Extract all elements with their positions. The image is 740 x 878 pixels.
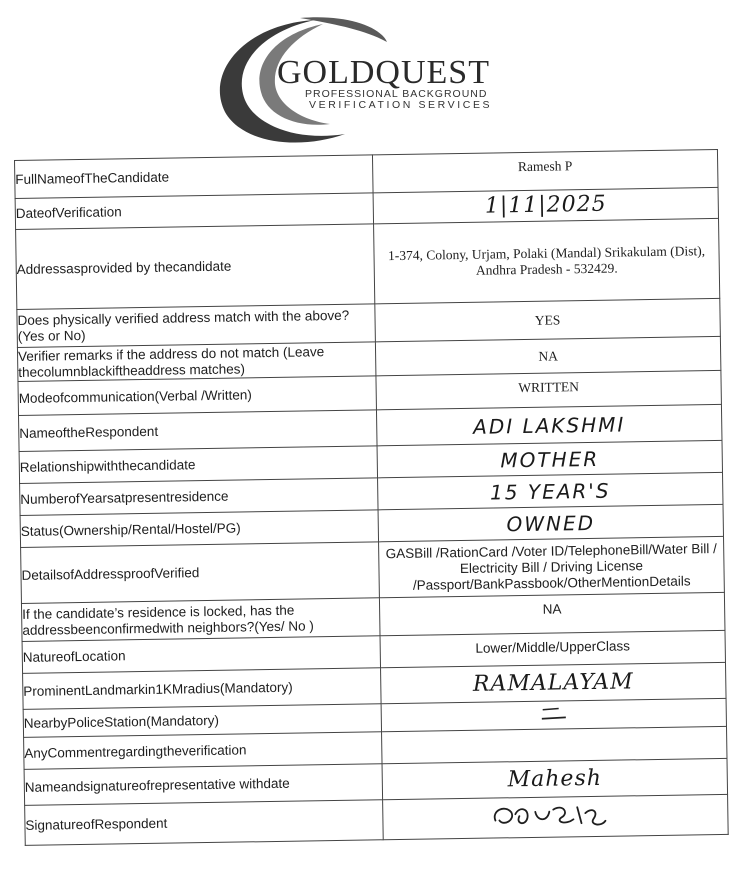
row-label: Status(Ownership/Rental/Hostel/PG) [20, 510, 378, 548]
police-station-dash-mark [539, 703, 569, 723]
landmark-value: RAMALAYAM [381, 662, 727, 703]
row-label: Relationshipwiththecandidate [19, 446, 377, 484]
row-label: NameoftheRespondent [19, 410, 378, 452]
row-label: DateofVerification [15, 193, 373, 230]
row-label: If the candidate’s residence is locked, has the addressbeenconfirmedwith neighbors?(Yes/ No ) [21, 598, 380, 642]
row-label: Does physically verified address match with the above?(Yes or No) [17, 304, 376, 348]
neighbors-confirmation-value: NA [379, 592, 725, 635]
row-label: NatureofLocation [22, 636, 380, 674]
goldquest-logo [205, 12, 515, 147]
logo-wordmark: GOLDQUEST [277, 54, 490, 91]
respondent-signature-icon [485, 798, 625, 832]
respondent-name-value: ADI LAKSHMI [376, 404, 722, 445]
nature-of-location-value: Lower/Middle/UpperClass [380, 630, 725, 667]
row-label: NearbyPoliceStation(Mandatory) [23, 704, 381, 738]
logo-tagline-line1: PROFESSIONAL BACKGROUND [305, 88, 488, 100]
row-label: Verifier remarks if the address do not match (Leave thecolumnblackiftheaddress matches) [17, 342, 375, 382]
representative-signature-value: Mahesh [382, 758, 728, 799]
comment-value [382, 726, 727, 763]
table-row [16, 218, 720, 309]
address-proof-value: GASBill /RationCard /Voter ID/TelephoneBill/Water Bill / Electricity Bill / Driving License /Passport/BankPassbook/OtherMentionDetails [379, 536, 725, 597]
communication-mode-value: WRITTEN [376, 370, 721, 409]
row-label: ProminentLandmarkin1KMradius(Mandatory) [23, 668, 382, 710]
status-value: OWNED [378, 504, 723, 541]
respondent-signature-value [383, 794, 729, 839]
row-label: SignatureofRespondent [25, 800, 384, 846]
row-label: Addressasprovided by thecandidate [16, 224, 375, 310]
logo-tagline [305, 89, 515, 111]
verifier-remarks-value: NA [375, 336, 720, 375]
years-at-residence-value: 15 YEAR'S [378, 472, 723, 509]
address-match-value: YES [375, 298, 721, 341]
verification-table [14, 149, 729, 846]
row-label: NumberofYearsatpresentresidence [20, 478, 378, 516]
relationship-value: MOTHER [377, 440, 722, 477]
candidate-name-value: Ramesh P [372, 149, 718, 192]
verification-form [14, 149, 729, 846]
row-label: Modeofcommunication(Verbal /Written) [18, 376, 376, 416]
verification-date-value: 1|11|2025 [373, 187, 718, 223]
address-value: 1-374, Colony, Urjam, Polaki (Mandal) Srikakulam (Dist), Andhra Pradesh - 532429. [374, 218, 720, 303]
row-label: DetailsofAddressproofVerified [21, 542, 380, 604]
row-label: Nameandsignatureofrepresentative withdate [24, 764, 383, 806]
logo-tagline-line2: VERIFICATION SERVICES [309, 99, 493, 111]
row-label: FullNameofTheCandidate [15, 155, 374, 199]
row-label: AnyCommentregardingtheverification [24, 732, 382, 770]
